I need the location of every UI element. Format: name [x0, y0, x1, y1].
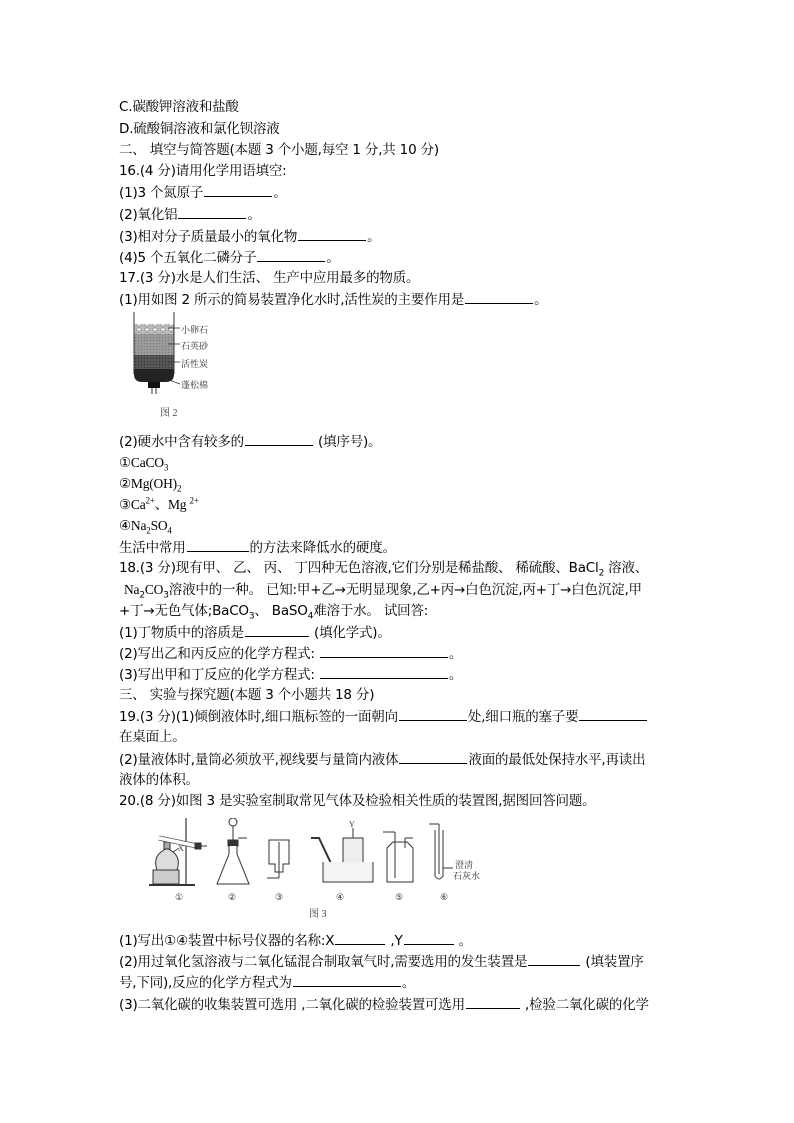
- question-text: 在桌面上。: [119, 729, 186, 745]
- question-20-2: [119, 951, 644, 972]
- answer-blank[interactable]: [187, 537, 249, 552]
- question-text: (2)写出乙和丙反应的化学方程式:: [119, 646, 319, 662]
- question-text: (1)3 个氮原子: [119, 185, 204, 201]
- question-20: [119, 791, 595, 811]
- apparatus-2: [217, 818, 249, 884]
- question-16-3: [119, 226, 380, 247]
- option-c: [119, 97, 239, 117]
- question-text: (2)氧化铝: [119, 207, 178, 223]
- apparatus-label-5: ⑤: [395, 892, 404, 902]
- figure-3-caption: 图 3: [309, 909, 327, 920]
- question-text: 20.(8 分)如图 3 是实验室制取常见气体及检验相关性质的装置图,据图回答问题。: [119, 793, 596, 809]
- apparatus-3: [267, 840, 289, 878]
- question-text: 16.(4 分)请用化学用语填空:: [119, 163, 287, 179]
- activated-carbon-label: 活性炭: [181, 359, 209, 369]
- marker-x: X: [178, 844, 184, 853]
- answer-blank[interactable]: [579, 706, 647, 721]
- option-3: [119, 495, 199, 515]
- option-c-text: C.碳酸钾溶液和盐酸: [119, 99, 239, 115]
- question-text: (3)二氧化碳的收集装置可选用 ,二氧化碳的检验装置可选用: [119, 997, 465, 1013]
- formula: 、 BaSO: [254, 603, 308, 619]
- answer-blank[interactable]: [298, 226, 366, 241]
- suffix-text: 。: [448, 646, 463, 662]
- answer-blank[interactable]: [399, 749, 467, 764]
- question-18-line-2: [124, 580, 642, 600]
- figure-3-lab-apparatus: [145, 818, 485, 918]
- option-d-text: D.硫酸铜溶液和氯化钡溶液: [119, 121, 280, 137]
- separator: 、Mg: [154, 497, 190, 512]
- apparatus-1: [149, 818, 207, 885]
- question-20-3: [119, 994, 649, 1015]
- apparatus-label-6: ⑥: [440, 892, 449, 902]
- suffix-text: 。: [534, 292, 548, 308]
- apparatus-5: [383, 832, 413, 882]
- question-text: (4)5 个五氧化二磷分子: [119, 250, 257, 266]
- formula: Ca: [130, 497, 146, 512]
- limewater-label-2: 石灰水: [453, 871, 481, 881]
- limewater-label-1: 澄清: [455, 860, 474, 870]
- question-17: [119, 268, 419, 288]
- question-18-3: [119, 664, 462, 685]
- cotton-label: 蓬松棉: [181, 380, 209, 390]
- question-text: (2)用过氧化氢溶液与二氧化锰混合制取氧气时,需要选用的发生装置是: [119, 954, 528, 970]
- apparatus-label-2: ②: [228, 892, 237, 902]
- question-text: (1)写出①④装置中标号仪器的名称:X: [119, 933, 335, 949]
- question-text: 17.(3 分)水是人们生活、 生产中应用最多的物质。: [119, 270, 420, 286]
- question-text: 19.(3 分)(1)倾倒液体时,细口瓶标签的一面朝向: [119, 709, 398, 725]
- option-marker: ④: [119, 518, 131, 533]
- question-text: 号,下同),反应的化学方程式为: [119, 975, 292, 991]
- section-3-heading: [119, 685, 374, 705]
- answer-blank[interactable]: [245, 622, 309, 637]
- question-16-4: [119, 247, 340, 268]
- subscript: 3: [163, 590, 169, 601]
- answer-blank[interactable]: [528, 951, 580, 966]
- answer-blank[interactable]: [293, 972, 401, 987]
- apparatus-6: [429, 824, 453, 879]
- question-text: 生活中常用: [119, 540, 186, 556]
- suffix-text: (填装置序: [581, 954, 644, 970]
- subscript: 2: [139, 590, 145, 601]
- answer-blank[interactable]: [399, 706, 467, 721]
- question-18-line-3: [119, 601, 428, 621]
- question-20-1: [119, 930, 472, 951]
- suffix-text: 难溶于水。 试回答:: [313, 603, 429, 619]
- question-19-2: [119, 749, 645, 770]
- suffix-text: 。: [326, 250, 340, 266]
- option-2: [119, 474, 181, 494]
- subscript: 2: [146, 525, 151, 536]
- suffix-text: 。: [454, 933, 472, 949]
- question-text: ,Y: [386, 933, 403, 949]
- option-1: [119, 453, 168, 473]
- question-16-2: [119, 204, 261, 225]
- quartz-sand-label: 石英砂: [181, 341, 209, 351]
- suffix-text: 液面的最低处保持水平,再读出: [468, 752, 646, 768]
- question-text: (2)硬水中含有较多的: [119, 434, 244, 450]
- section-2-heading: [119, 140, 439, 160]
- pebble-label: 小卵石: [181, 325, 209, 335]
- question-17-2: [119, 431, 381, 452]
- question-18-1: [119, 622, 391, 643]
- suffix-text: 。: [247, 207, 261, 223]
- answer-blank[interactable]: [178, 204, 246, 219]
- apparatus-label-1: ①: [175, 892, 184, 902]
- suffix-text: (填化学式)。: [309, 625, 391, 641]
- question-18-line-1: [119, 558, 648, 578]
- apparatus-label-3: ③: [275, 892, 284, 902]
- question-19-1: [119, 706, 648, 727]
- option-marker: ③: [119, 497, 131, 512]
- question-17-3: [119, 537, 396, 558]
- answer-blank[interactable]: [320, 643, 448, 658]
- suffix-text: 。: [448, 667, 463, 683]
- answer-blank[interactable]: [465, 289, 533, 304]
- formula: Na: [130, 518, 147, 533]
- suffix-text: ,检验二氧化碳的化学: [520, 997, 649, 1013]
- question-text: (3)写出甲和丁反应的化学方程式:: [119, 667, 319, 683]
- suffix-text: 。: [401, 975, 416, 991]
- apparatus-4: [311, 820, 373, 882]
- answer-blank[interactable]: [466, 994, 520, 1009]
- suffix-text: (填序号)。: [313, 434, 382, 450]
- answer-blank[interactable]: [257, 247, 325, 262]
- option-marker: ②: [119, 476, 131, 491]
- marker-y: Y: [349, 820, 355, 829]
- superscript: 2+: [189, 495, 199, 506]
- subscript: 4: [307, 611, 314, 622]
- answer-blank-y[interactable]: [404, 930, 454, 945]
- formula: Mg(OH): [130, 476, 177, 491]
- subscript: 3: [248, 611, 255, 622]
- question-text: (1)用如图 2 所示的简易装置净化水时,活性炭的主要作用是: [119, 292, 465, 308]
- suffix-text: 溶液、: [604, 560, 649, 576]
- question-16-1: [119, 182, 287, 203]
- question-17-1: [119, 289, 547, 310]
- suffix-text: 。: [273, 185, 287, 201]
- option-d: [119, 119, 280, 139]
- suffix-text: 的方法来降低水的硬度。: [249, 540, 396, 556]
- question-text: (2)量液体时,量筒必须放平,视线要与量筒内液体: [119, 752, 399, 768]
- formula: CaCO: [130, 455, 164, 470]
- answer-blank-x[interactable]: [335, 930, 385, 945]
- figure-2-caption: 图 2: [160, 408, 178, 419]
- formula: SO: [150, 518, 168, 533]
- question-text: (3)相对分子质量最小的氧化物: [119, 229, 298, 245]
- subscript: 2: [598, 568, 605, 579]
- formula: CO: [144, 582, 164, 597]
- section-heading-text: 二、 填空与简答题(本题 3 个小题,每空 1 分,共 10 分): [119, 142, 439, 158]
- lab-apparatus-diagram: [145, 818, 485, 918]
- question-text: 处,细口瓶的塞子要: [467, 709, 579, 725]
- subscript: 3: [163, 462, 169, 473]
- answer-blank[interactable]: [320, 664, 448, 679]
- option-4: [119, 516, 172, 536]
- question-19-1-cont: [119, 727, 186, 747]
- suffix-text: 。: [367, 229, 381, 245]
- question-16: [119, 161, 287, 181]
- answer-blank[interactable]: [245, 431, 313, 446]
- option-marker: ①: [119, 455, 131, 470]
- subscript: 4: [167, 525, 172, 536]
- superscript: 2+: [145, 495, 155, 506]
- question-text: +丁→无色气体;BaCO: [119, 603, 249, 619]
- question-text: 溶液中的一种。 已知:甲+乙→无明显现象,乙+丙→白色沉淀,丙+丁→白色沉淀,甲: [168, 582, 642, 598]
- section-heading-text: 三、 实验与探究题(本题 3 个小题共 18 分): [119, 687, 375, 703]
- question-text: 18.(3 分)现有甲、 乙、 丙、 丁四种无色溶液,它们分别是稀盐酸、 稀硫酸、BaCl: [119, 560, 599, 576]
- question-text: 液体的体积。: [119, 772, 199, 788]
- question-19-2-cont: [119, 770, 199, 790]
- question-text: (1)丁物质中的溶质是: [119, 625, 244, 641]
- question-18-2: [119, 643, 462, 664]
- question-20-2-cont: [119, 972, 415, 993]
- figure-2-water-filter: [128, 312, 238, 417]
- answer-blank[interactable]: [204, 182, 272, 197]
- apparatus-label-4: ④: [336, 892, 345, 902]
- subscript: 2: [176, 483, 182, 494]
- formula: Na: [124, 582, 140, 597]
